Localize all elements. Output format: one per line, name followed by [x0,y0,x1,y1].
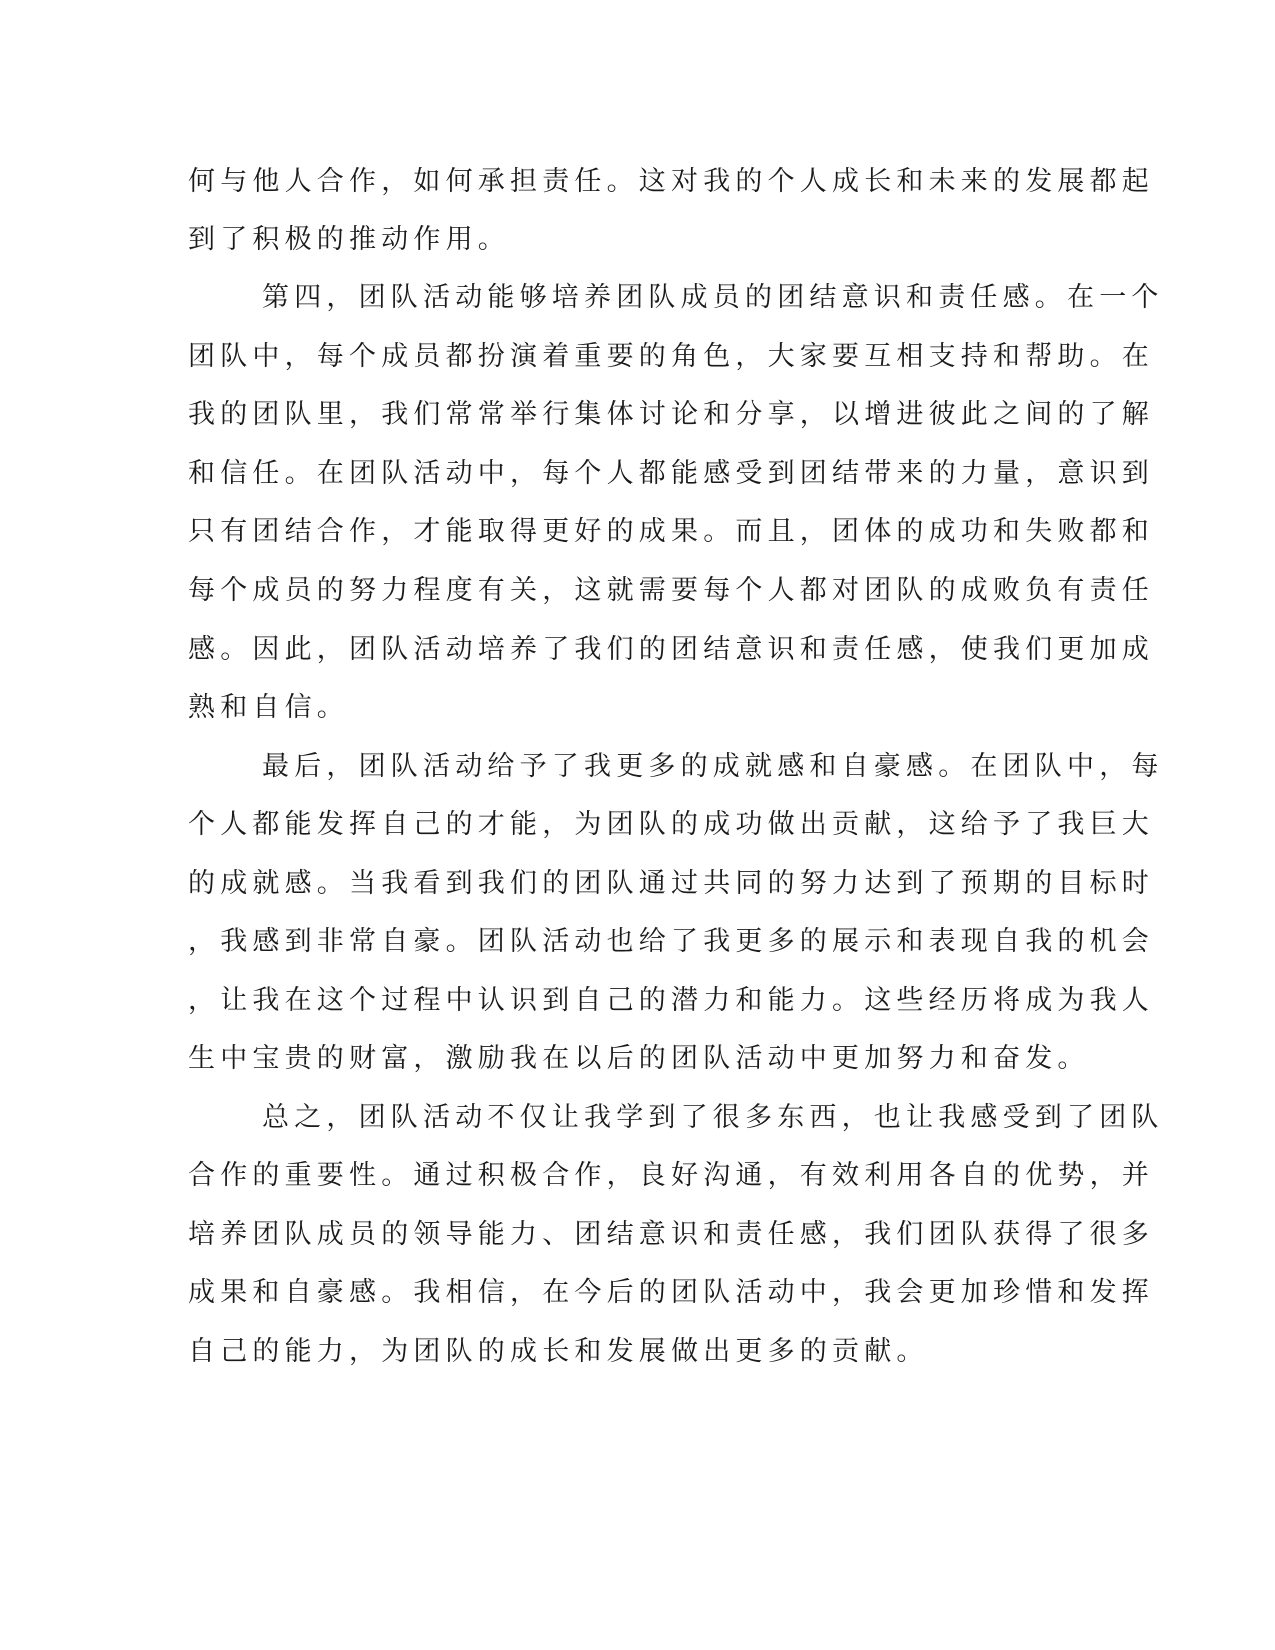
text-line: 自己的能力，为团队的成长和发展做出更多的贡献。 [188,1336,929,1367]
text-line: 每个成员的努力程度有关，这就需要每个人都对团队的成败负有责任 [188,575,1154,606]
text-line: 到了积极的推动作用。 [188,224,510,255]
text-line: 和信任。在团队活动中，每个人都能感受到团结带来的力量，意识到 [188,458,1154,489]
text-line: 熟和自信。 [188,692,349,723]
text-line: ，让我在这个过程中认识到自己的潜力和能力。这些经历将成为我人 [188,985,1154,1016]
text-line: 团队中，每个成员都扮演着重要的角色，大家要互相支持和帮助。在 [188,341,1154,372]
text-line: 我的团队里，我们常常举行集体讨论和分享，以增进彼此之间的了解 [188,399,1154,430]
text-line: 只有团结合作，才能取得更好的成果。而且，团体的成功和失败都和 [188,516,1154,547]
text-line: 个人都能发挥自己的才能，为团队的成功做出贡献，这给予了我巨大 [188,809,1154,840]
text-line: 培养团队成员的领导能力、团结意识和责任感，我们团队获得了很多 [188,1219,1154,1250]
text-line: 的成就感。当我看到我们的团队通过共同的努力达到了预期的目标时 [188,868,1154,899]
paragraph-first-line: 最后，团队活动给予了我更多的成就感和自豪感。在团队中，每 [262,751,1164,782]
text-line: 感。因此，团队活动培养了我们的团结意识和责任感，使我们更加成 [188,634,1154,665]
text-line: 成果和自豪感。我相信，在今后的团队活动中，我会更加珍惜和发挥 [188,1277,1154,1308]
paragraph-first-line: 总之，团队活动不仅让我学到了很多东西，也让我感受到了团队 [262,1102,1164,1133]
text-line: 合作的重要性。通过积极合作，良好沟通，有效利用各自的优势，并 [188,1160,1154,1191]
paragraph-first-line: 第四，团队活动能够培养团队成员的团结意识和责任感。在一个 [262,282,1164,313]
text-line: 何与他人合作，如何承担责任。这对我的个人成长和未来的发展都起 [188,166,1154,197]
text-line: 生中宝贵的财富，激励我在以后的团队活动中更加努力和奋发。 [188,1043,1090,1074]
text-line: ，我感到非常自豪。团队活动也给了我更多的展示和表现自我的机会 [188,926,1154,957]
